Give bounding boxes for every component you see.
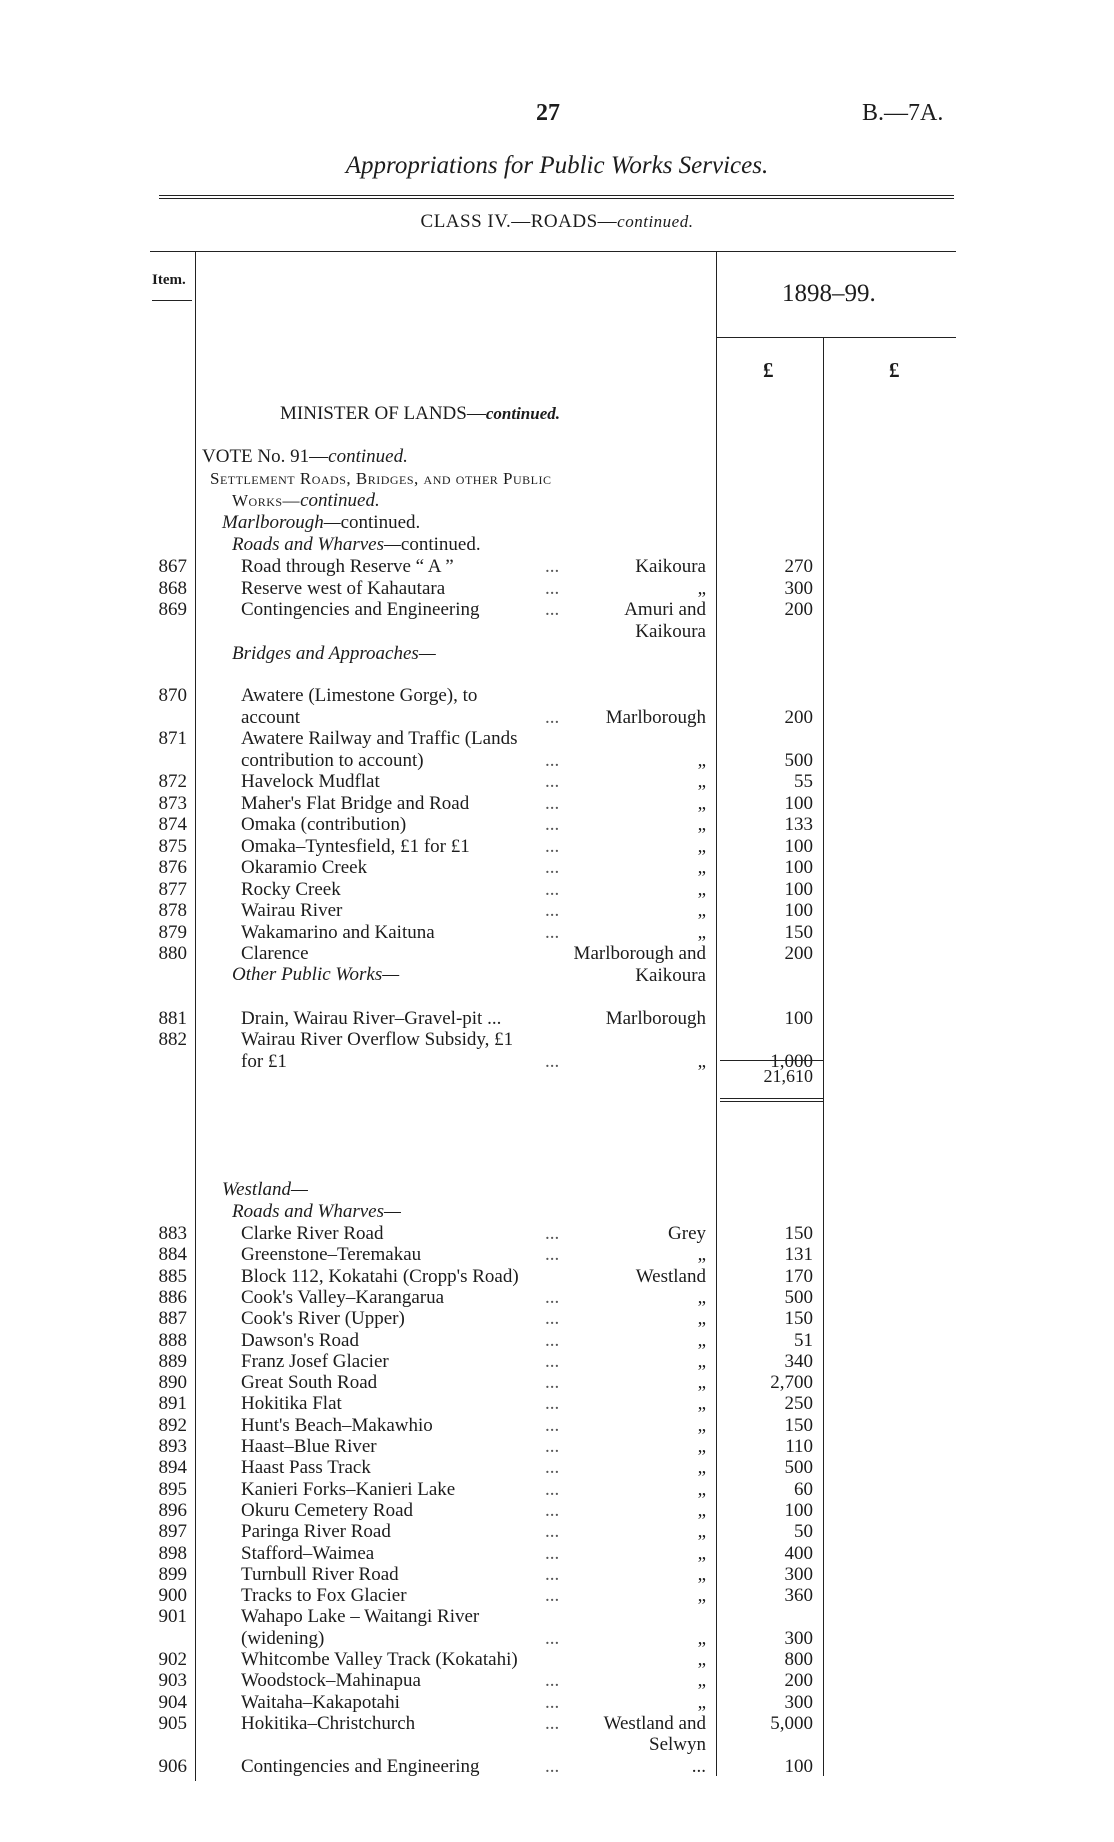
table-row — [0, 1051, 1114, 1072]
item-description: Dawson's Road — [241, 1330, 359, 1351]
amount-value: 150 — [784, 1223, 813, 1244]
item-description: Wahapo Lake – Waitangi River — [241, 1606, 480, 1627]
district-name: „ — [697, 1564, 706, 1585]
leader-dots: ... — [545, 1585, 560, 1606]
year-rule — [716, 337, 956, 338]
district-name: „ — [697, 857, 706, 878]
district-name: „ — [697, 1393, 706, 1414]
item-number: 898 — [158, 1543, 187, 1564]
item-description: Cook's Valley–Karangarua — [241, 1287, 445, 1308]
leader-dots: ... — [545, 1415, 560, 1436]
amount-value: 100 — [784, 900, 813, 921]
leader-dots: ... — [545, 1521, 560, 1542]
leader-dots: ... — [545, 578, 560, 599]
item-description: contribution to account) — [241, 750, 424, 771]
table-row — [0, 1008, 1114, 1029]
table-row — [0, 857, 1114, 878]
district-name: Amuri and — [624, 599, 706, 620]
item-description: Rocky Creek — [241, 879, 341, 900]
table-row — [0, 943, 1114, 964]
table-row — [0, 1670, 1114, 1691]
amount-value: 200 — [784, 943, 813, 964]
title-rule — [159, 195, 954, 196]
table-row — [0, 1223, 1114, 1244]
item-number: 889 — [158, 1351, 187, 1372]
table-row — [0, 814, 1114, 835]
district-name: „ — [697, 1051, 706, 1072]
district-name: „ — [697, 750, 706, 771]
item-number: 880 — [158, 943, 187, 964]
table-row — [0, 879, 1114, 900]
item-column-header: Item. — [152, 272, 186, 288]
district-name: „ — [697, 879, 706, 900]
item-description: Hunt's Beach–Makawhio — [241, 1415, 433, 1436]
amount-value: 300 — [784, 1628, 813, 1649]
leader-dots: ... — [545, 1713, 560, 1734]
leader-dots: ... — [545, 836, 560, 857]
item-description: Maher's Flat Bridge and Road — [241, 793, 470, 814]
district-name: Kaikoura — [635, 556, 706, 577]
item-description: Tracks to Fox Glacier — [241, 1585, 407, 1606]
amount-value: 100 — [784, 1500, 813, 1521]
district-name: „ — [697, 1649, 706, 1670]
district-name: „ — [697, 814, 706, 835]
marlborough-subtotal: 21,610 — [763, 1066, 813, 1086]
district-name: Westland — [635, 1266, 706, 1287]
item-number: 882 — [158, 1029, 187, 1050]
item-description: Omaka (contribution) — [241, 814, 407, 835]
district-name: „ — [697, 1372, 706, 1393]
district-name: Grey — [668, 1223, 706, 1244]
item-number: 897 — [158, 1521, 187, 1542]
district-name: „ — [697, 1500, 706, 1521]
leader-dots: ... — [545, 707, 560, 728]
leader-dots: ... — [545, 1628, 560, 1649]
district-name: „ — [697, 1521, 706, 1542]
leader-dots: ... — [545, 922, 560, 943]
table-row — [0, 1415, 1114, 1436]
item-description: (widening) — [241, 1628, 325, 1649]
table-row — [0, 1734, 1114, 1755]
item-number: 905 — [158, 1713, 187, 1734]
leader-dots: ... — [545, 879, 560, 900]
item-description: Havelock Mudflat — [241, 771, 380, 792]
item-description: Omaka–Tyntesfield, £1 for £1 — [241, 836, 470, 857]
district-name: „ — [697, 1543, 706, 1564]
leader-dots: ... — [545, 857, 560, 878]
district-name: Westland and — [603, 1713, 706, 1734]
item-number: 876 — [158, 857, 187, 878]
amount-value: 55 — [794, 771, 813, 792]
minister-heading: MINISTER OF LANDS—continued. — [280, 403, 561, 424]
page-number: 27 — [536, 100, 560, 126]
marlborough-district-heading: Marlborough—continued. — [222, 512, 421, 533]
table-row — [0, 1330, 1114, 1351]
item-number: 869 — [158, 599, 187, 620]
leader-dots: ... — [545, 1436, 560, 1457]
item-description: Haast Pass Track — [241, 1457, 371, 1478]
leader-dots: ... — [545, 1244, 560, 1265]
district-name: „ — [697, 1436, 706, 1457]
leader-dots: ... — [545, 793, 560, 814]
page-title: Appropriations for Public Works Services. — [345, 152, 769, 179]
item-description: Clarke River Road — [241, 1223, 384, 1244]
table-row — [0, 1606, 1114, 1627]
item-number: 887 — [158, 1308, 187, 1329]
amount-value: 51 — [794, 1330, 813, 1351]
item-description: Woodstock–Mahinapua — [241, 1670, 421, 1691]
item-description: Wairau River — [241, 900, 343, 921]
table-row — [0, 1393, 1114, 1414]
marlborough-other-works-heading: Other Public Works— — [232, 964, 400, 985]
item-number: 890 — [158, 1372, 187, 1393]
leader-dots: ... — [545, 1330, 560, 1351]
item-description: Whitcombe Valley Track (Kokatahi) — [241, 1649, 518, 1670]
district-name: Marlborough and — [573, 943, 706, 964]
leader-dots: ... — [545, 1543, 560, 1564]
pound-unit-col1: £ — [763, 358, 774, 382]
table-row — [0, 1457, 1114, 1478]
vote-heading: VOTE No. 91—continued. — [202, 446, 408, 467]
table-row — [0, 965, 1114, 986]
title-rule-double — [159, 198, 954, 199]
year-header: 1898–99. — [782, 280, 876, 307]
leader-dots: ... — [545, 814, 560, 835]
table-row — [0, 1564, 1114, 1585]
table-row — [0, 793, 1114, 814]
table-row — [0, 1351, 1114, 1372]
westland-district-heading: Westland— — [222, 1179, 308, 1200]
district-name: „ — [697, 1308, 706, 1329]
district-name: Marlborough — [605, 707, 706, 728]
table-row — [0, 1372, 1114, 1393]
amount-value: 100 — [784, 1008, 813, 1029]
item-number: 884 — [158, 1244, 187, 1265]
item-number: 888 — [158, 1330, 187, 1351]
table-row — [0, 1521, 1114, 1542]
leader-dots: ... — [545, 1457, 560, 1478]
item-description: account — [241, 707, 301, 728]
district-name: „ — [697, 771, 706, 792]
amount-value: 131 — [784, 1244, 813, 1265]
marlborough-bridges-heading: Bridges and Approaches— — [232, 643, 436, 664]
amount-value: 200 — [784, 1670, 813, 1691]
item-description: Cook's River (Upper) — [241, 1308, 405, 1329]
item-number: 879 — [158, 922, 187, 943]
item-description: Waitaha–Kakapotahi — [241, 1692, 400, 1713]
item-description: Greenstone–Teremakau — [241, 1244, 422, 1265]
item-number: 903 — [158, 1670, 187, 1691]
subtotal-underline — [720, 1098, 823, 1099]
amount-value: 360 — [784, 1585, 813, 1606]
leader-dots: ... — [545, 556, 560, 577]
leader-dots: ... — [545, 1670, 560, 1691]
district-name: „ — [697, 1628, 706, 1649]
district-name: „ — [697, 1351, 706, 1372]
item-description: Paringa River Road — [241, 1521, 391, 1542]
item-description: for £1 — [241, 1051, 287, 1072]
item-description: Awatere Railway and Traffic (Lands — [241, 728, 518, 749]
table-row — [0, 1029, 1114, 1050]
item-number: 895 — [158, 1479, 187, 1500]
marlborough-roads-heading: Roads and Wharves—continued. — [232, 534, 481, 555]
leader-dots: ... — [545, 1393, 560, 1414]
district-name: Marlborough — [605, 1008, 706, 1029]
table-row — [0, 1479, 1114, 1500]
table-row — [0, 771, 1114, 792]
item-description: Great South Road — [241, 1372, 378, 1393]
table-row — [0, 707, 1114, 728]
leader-dots: ... — [545, 750, 560, 771]
item-description: Franz Josef Glacier — [241, 1351, 389, 1372]
district-name: „ — [697, 900, 706, 921]
item-description: Clarence — [241, 943, 309, 964]
table-row — [0, 1756, 1114, 1777]
amount-value: 300 — [784, 578, 813, 599]
amount-value: 100 — [784, 857, 813, 878]
district-name: „ — [697, 922, 706, 943]
amount-value: 500 — [784, 1457, 813, 1478]
district-name: „ — [697, 1692, 706, 1713]
table-row — [0, 900, 1114, 921]
table-row — [0, 578, 1114, 599]
table-row — [0, 1266, 1114, 1287]
settlement-heading-line1: Settlement Roads, Bridges, and other Public — [210, 469, 552, 488]
leader-dots: ... — [545, 1308, 560, 1329]
item-number: 871 — [158, 728, 187, 749]
district-name: „ — [697, 1670, 706, 1691]
amount-value: 500 — [784, 1287, 813, 1308]
item-description: Stafford–Waimea — [241, 1543, 375, 1564]
item-header-underline — [152, 300, 192, 301]
amount-value: 100 — [784, 1756, 813, 1777]
item-number: 873 — [158, 793, 187, 814]
item-number: 883 — [158, 1223, 187, 1244]
item-number: 875 — [158, 836, 187, 857]
item-number: 892 — [158, 1415, 187, 1436]
amount-value: 270 — [784, 556, 813, 577]
item-number: 902 — [158, 1649, 187, 1670]
item-description: Hokitika–Christchurch — [241, 1713, 416, 1734]
table-row — [0, 922, 1114, 943]
item-description: Wakamarino and Kaituna — [241, 922, 435, 943]
item-number: 904 — [158, 1692, 187, 1713]
item-description: Okuru Cemetery Road — [241, 1500, 414, 1521]
amount-value: 5,000 — [770, 1713, 813, 1734]
amount-value: 250 — [784, 1393, 813, 1414]
amount-value: 100 — [784, 879, 813, 900]
leader-dots: ... — [545, 1287, 560, 1308]
item-number: 893 — [158, 1436, 187, 1457]
item-description: Awatere (Limestone Gorge), to — [241, 685, 478, 706]
leader-dots: ... — [545, 1500, 560, 1521]
amount-value: 1,000 — [770, 1051, 813, 1072]
table-row — [0, 1308, 1114, 1329]
district-name: Kaikoura — [635, 965, 706, 986]
table-row — [0, 1543, 1114, 1564]
item-number: 894 — [158, 1457, 187, 1478]
amount-value: 133 — [784, 814, 813, 835]
amount-value: 50 — [794, 1521, 813, 1542]
district-name: „ — [697, 793, 706, 814]
subtotal-rule — [720, 1060, 823, 1061]
amount-value: 300 — [784, 1692, 813, 1713]
item-number: 901 — [158, 1606, 187, 1627]
leader-dots: ... — [545, 900, 560, 921]
item-number: 870 — [158, 685, 187, 706]
item-description: Kanieri Forks–Kanieri Lake — [241, 1479, 456, 1500]
district-name: Selwyn — [649, 1734, 706, 1755]
pound-unit-col2: £ — [889, 358, 900, 382]
district-name: „ — [697, 1244, 706, 1265]
item-number: 906 — [158, 1756, 187, 1777]
item-description: Wairau River Overflow Subsidy, £1 — [241, 1029, 514, 1050]
district-name: „ — [697, 1330, 706, 1351]
item-description: Contingencies and Engineering — [241, 1756, 480, 1777]
item-description: Haast–Blue River — [241, 1436, 377, 1457]
item-number: 900 — [158, 1585, 187, 1606]
item-number: 881 — [158, 1008, 187, 1029]
leader-dots: ... — [545, 1223, 560, 1244]
district-name: „ — [697, 836, 706, 857]
item-number: 899 — [158, 1564, 187, 1585]
amount-value: 60 — [794, 1479, 813, 1500]
district-name: „ — [697, 1585, 706, 1606]
leader-dots: ... — [545, 1692, 560, 1713]
table-row — [0, 1244, 1114, 1265]
item-number: 878 — [158, 900, 187, 921]
district-name: „ — [697, 1415, 706, 1436]
amount-value: 100 — [784, 836, 813, 857]
table-row — [0, 1500, 1114, 1521]
amount-value: 150 — [784, 1415, 813, 1436]
table-row — [0, 685, 1114, 706]
amount-value: 170 — [784, 1266, 813, 1287]
settlement-heading-line2: Works—continued. — [232, 490, 380, 511]
leader-dots: ... — [545, 1564, 560, 1585]
amount-value: 2,700 — [770, 1372, 813, 1393]
table-row — [0, 1692, 1114, 1713]
item-number: 874 — [158, 814, 187, 835]
amount-value: 110 — [785, 1436, 813, 1457]
leader-dots: ... — [545, 1372, 560, 1393]
amount-value: 150 — [784, 1308, 813, 1329]
item-number: 877 — [158, 879, 187, 900]
subtotal-underline-double — [720, 1101, 823, 1102]
table-row — [0, 599, 1114, 620]
amount-value: 300 — [784, 1564, 813, 1585]
table-row — [0, 1649, 1114, 1670]
item-number: 886 — [158, 1287, 187, 1308]
district-name: „ — [697, 578, 706, 599]
item-description: Block 112, Kokatahi (Cropp's Road) — [241, 1266, 519, 1287]
item-number: 891 — [158, 1393, 187, 1414]
table-top-rule — [150, 251, 956, 252]
table-row — [0, 1628, 1114, 1649]
table-row — [0, 728, 1114, 749]
item-description: Hokitika Flat — [241, 1393, 342, 1414]
leader-dots: ... — [545, 1756, 560, 1777]
leader-dots: ... — [545, 1351, 560, 1372]
item-description: Road through Reserve “ A ” — [241, 556, 454, 577]
amount-value: 200 — [784, 599, 813, 620]
amount-value: 340 — [784, 1351, 813, 1372]
leader-dots: ... — [545, 1051, 560, 1072]
district-name: „ — [697, 1287, 706, 1308]
item-description: Turnbull River Road — [241, 1564, 399, 1585]
table-row — [0, 1713, 1114, 1734]
table-row — [0, 1287, 1114, 1308]
item-description: Contingencies and Engineering — [241, 599, 480, 620]
amount-value: 400 — [784, 1543, 813, 1564]
table-row — [0, 1436, 1114, 1457]
item-number: 867 — [158, 556, 187, 577]
item-description: Reserve west of Kahautara — [241, 578, 446, 599]
amount-value: 150 — [784, 922, 813, 943]
table-row — [0, 1585, 1114, 1606]
table-row — [0, 621, 1114, 642]
amount-value: 800 — [784, 1649, 813, 1670]
table-row — [0, 750, 1114, 771]
leader-dots: ... — [545, 1479, 560, 1500]
table-row — [0, 556, 1114, 577]
table-row — [0, 836, 1114, 857]
westland-roads-heading: Roads and Wharves— — [232, 1201, 401, 1222]
item-number: 896 — [158, 1500, 187, 1521]
amount-value: 500 — [784, 750, 813, 771]
leader-dots: ... — [545, 599, 560, 620]
leader-dots: ... — [545, 771, 560, 792]
document-reference: B.—7A. — [862, 100, 944, 126]
item-number: 868 — [158, 578, 187, 599]
item-number: 872 — [158, 771, 187, 792]
district-name: Kaikoura — [635, 621, 706, 642]
item-description: Drain, Wairau River–Gravel-pit ... — [241, 1008, 502, 1029]
district-name: „ — [697, 1479, 706, 1500]
district-name: „ — [697, 1457, 706, 1478]
amount-value: 100 — [784, 793, 813, 814]
amount-value: 200 — [784, 707, 813, 728]
item-description: Okaramio Creek — [241, 857, 368, 878]
district-name: ... — [691, 1756, 706, 1777]
class-heading: CLASS IV.—ROADS—continued. — [420, 211, 694, 232]
item-number: 885 — [158, 1266, 187, 1287]
